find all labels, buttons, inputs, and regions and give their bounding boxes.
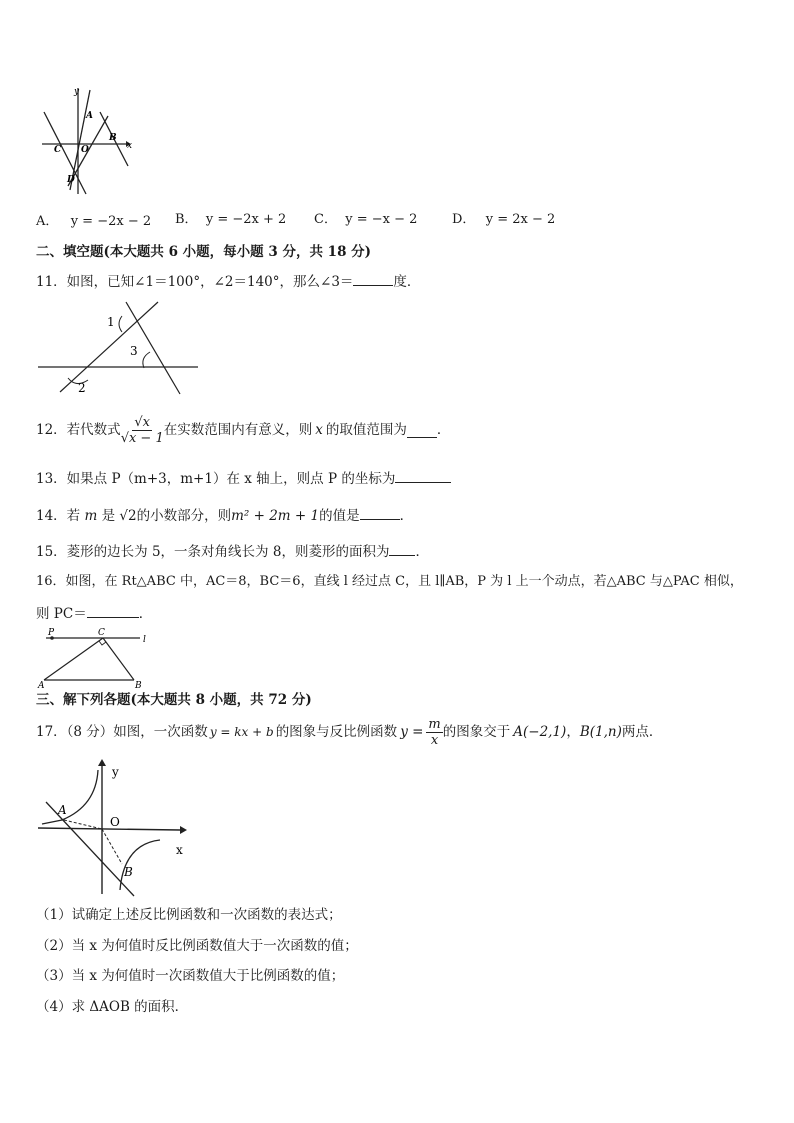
q12-suffix: 的取值范围为 [325,422,407,438]
q17-y-equals: y = [400,724,424,740]
q16-text: 则 PC＝ [36,606,87,622]
q17-subquestion-2: （2）当 x 为何值时反比例函数值大于一次函数的值； [36,938,358,954]
q16-answer-blank [87,603,139,618]
q17-subquestion-4: （4）求 ΔAOB 的面积． [36,999,189,1015]
point-a-label: A [86,111,93,121]
q14-text-c: 的小数部分，则 [136,508,232,524]
point-b-label: B [124,865,133,879]
q14-end: ． [399,508,414,524]
q15-text: 15．菱形的边长为 5，一条对角线长为 8，则菱形的面积为 [36,544,390,560]
question-15 [36,541,429,561]
q17-subquestion-1: （1）试确定上述反比例函数和一次函数的表达式； [36,907,342,923]
q10-option-a [36,212,151,231]
y-axis-label: y [74,87,80,97]
q12-numerator: √x [134,414,151,430]
q17-linear-function: y = kx + b [209,725,274,739]
option-d-label: D． [452,212,476,227]
q17-fraction [426,717,442,748]
point-c-label: C [98,628,105,638]
q14-prefix: 14．若 [36,508,81,524]
q17-function-figure [36,758,192,898]
q10-option-b [175,210,286,229]
q17-prefix: 17．（8 分）如图，一次函数 [36,724,208,740]
q11-answer-blank [353,271,393,286]
q13-answer-blank [395,468,451,483]
point-d-label: D [67,175,75,185]
option-b-formula: y = −2x + 2 [205,212,287,227]
q12-fraction [121,415,164,446]
line-l-label: l [143,635,146,645]
question-16-line-2 [36,603,152,623]
q10-option-c [314,210,417,229]
question-11 [36,271,420,291]
q17-numerator: m [428,716,441,732]
point-b-label: B [109,133,117,143]
q14-sqrt: √2 [119,508,137,524]
y-axis-label: y [112,765,119,779]
angle-3-label: 3 [130,344,138,358]
q14-answer-blank [360,505,400,520]
point-a-label: A [58,803,67,817]
q16-triangle-figure [36,624,156,690]
q14-text-d: 的值是 [319,508,360,524]
q17-denominator: x [430,732,439,748]
q17-point-a: A(−2,1) [513,724,567,740]
question-14 [36,505,413,525]
q12-answer-blank [407,423,437,438]
question-13 [36,468,451,488]
q17-text-c: 的图象交于 [442,724,511,740]
option-c-formula: y = −x − 2 [345,212,418,227]
point-a-label: A [38,681,45,690]
q12-prefix: 12．若代数式 [36,422,121,438]
x-axis-label: x [176,843,183,857]
q16-end: ． [138,606,153,622]
option-a-formula: y = −2x − 2 [70,214,152,229]
angle-2-label: 2 [78,381,86,395]
q17-point-b: B(1,n) [579,724,622,740]
question-16-line-1: 16．如图，在 Rt△ABC 中，AC＝8，BC＝6，直线 l 经过点 C，且 l∥AB，P 为 l 上一个动点，若△ABC 与△PAC 相似， [36,574,743,589]
section-2-heading: 二、填空题(本大题共 6 小题，每小题 3 分，共 18 分) [36,244,372,260]
q17-text-b: 的图象与反比例函数 [275,724,398,740]
q14-text-b: 是 [101,508,116,524]
q12-end: ． [436,422,451,438]
q17-subquestion-3: （3）当 x 为何值时一次函数值大于比例函数的值； [36,968,345,984]
q11-text: 11．如图，已知∠1＝100°，∠2＝140°，那么∠3＝ [36,274,354,290]
q12-denominator: √x − 1 [120,430,164,446]
point-b-label: B [135,681,142,690]
q15-end: ． [415,544,429,560]
q11-angle-figure [38,300,200,398]
section-3-heading: 三、解下列各题(本大题共 8 小题，共 72 分) [36,692,312,708]
question-17 [36,712,662,752]
point-c-label: C [54,145,62,155]
q10-option-d [452,210,555,229]
question-12 [36,410,450,450]
origin-label: O [81,145,89,155]
point-p-label: P [48,628,55,638]
q10-graph-figure [38,82,134,198]
q12-middle-text: 在实数范围内有意义，则 [163,422,313,438]
q15-answer-blank [389,541,415,556]
option-a-label: A． [36,214,59,229]
q12-variable: x [315,422,323,438]
option-b-label: B． [175,212,198,227]
q14-variable: m [84,508,98,524]
q11-unit: 度． [393,274,421,290]
q14-expression: m² + 2m + 1 [231,508,320,524]
q13-text: 13．如果点 P（m+3，m+1）在 x 轴上，则点 P 的坐标为 [36,471,396,487]
option-c-label: C． [314,212,337,227]
angle-1-label: 1 [107,315,115,329]
option-d-formula: y = 2x − 2 [485,212,556,227]
q17-suffix: 两点． [621,724,663,740]
origin-label: O [110,815,120,829]
q17-comma: ， [566,724,580,740]
x-axis-label: x [127,141,133,151]
